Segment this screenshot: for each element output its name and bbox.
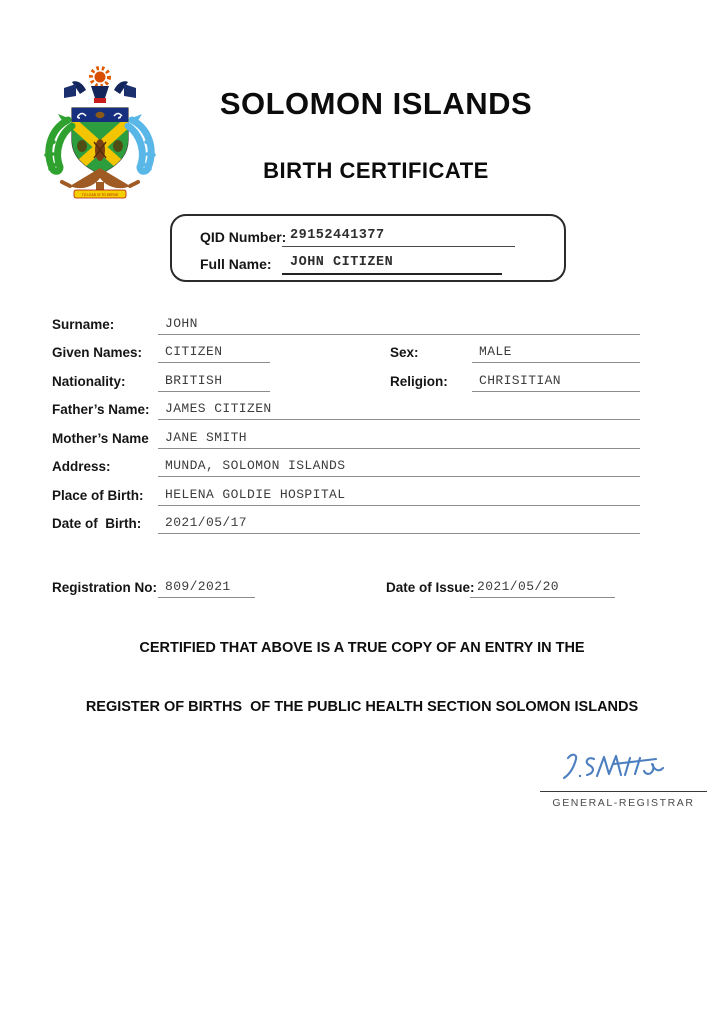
address-value: MUNDA, SOLOMON ISLANDS: [158, 458, 640, 477]
given-names-value: CITIZEN: [158, 344, 270, 363]
date-of-issue-label: Date of Issue:: [386, 580, 475, 595]
certification-line-1: CERTIFIED THAT ABOVE IS A TRUE COPY OF AN ENTRY IN THE: [139, 640, 585, 656]
sun-icon: [95, 72, 106, 83]
sex-value: MALE: [472, 344, 640, 363]
given-names-label: Given Names:: [52, 345, 143, 360]
motto-text: TO LEAD IS TO SERVE: [81, 192, 119, 197]
sex-label: Sex:: [390, 345, 419, 360]
motto-banner: [74, 190, 126, 198]
religion-label: Religion:: [390, 374, 448, 389]
handwritten-signature-icon: [556, 746, 674, 790]
father-name-label: Father’s Name:: [52, 402, 150, 417]
nationality-value: BRITISH: [158, 373, 270, 392]
surname-label: Surname:: [52, 317, 115, 332]
date-of-birth-label: Date of Birth:: [52, 516, 142, 531]
signature-line: [540, 791, 707, 792]
date-of-issue-value: 2021/05/20: [470, 579, 615, 598]
country-title: SOLOMON ISLANDS: [219, 86, 533, 121]
address-label: Address:: [52, 459, 111, 474]
nationality-label: Nationality:: [52, 374, 126, 389]
place-of-birth-value: HELENA GOLDIE HOSPITAL: [158, 487, 640, 506]
crocodile-icon: [46, 114, 72, 171]
turtle-icon: [113, 140, 123, 152]
registration-no-label: Registration No:: [52, 580, 158, 595]
certification-line-2: REGISTER OF BIRTHS OF THE PUBLIC HEALTH SECTION SOLOMON ISLANDS: [85, 699, 639, 715]
qid-number-value: 29152441377: [282, 228, 515, 247]
document-title: BIRTH CERTIFICATE: [263, 158, 489, 183]
signature: [556, 746, 674, 790]
full-name-label: Full Name:: [200, 256, 272, 272]
mother-name-label: Mother’s Name: [52, 431, 149, 446]
qid-box: [170, 214, 566, 282]
qid-number-label: QID Number:: [200, 229, 287, 245]
date-of-birth-value: 2021/05/17: [158, 515, 640, 534]
turtle-icon: [77, 140, 87, 152]
mother-name-value: JANE SMITH: [158, 430, 640, 449]
full-name-value: JOHN CITIZEN: [282, 255, 502, 275]
religion-value: CHRISITIAN: [472, 373, 640, 392]
place-of-birth-label: Place of Birth:: [52, 488, 144, 503]
registration-no-value: 809/2021: [158, 579, 255, 598]
signer-title: GENERAL-REGISTRAR: [552, 797, 695, 809]
father-name-value: JAMES CITIZEN: [158, 401, 640, 420]
surname-value: JOHN: [158, 316, 640, 335]
